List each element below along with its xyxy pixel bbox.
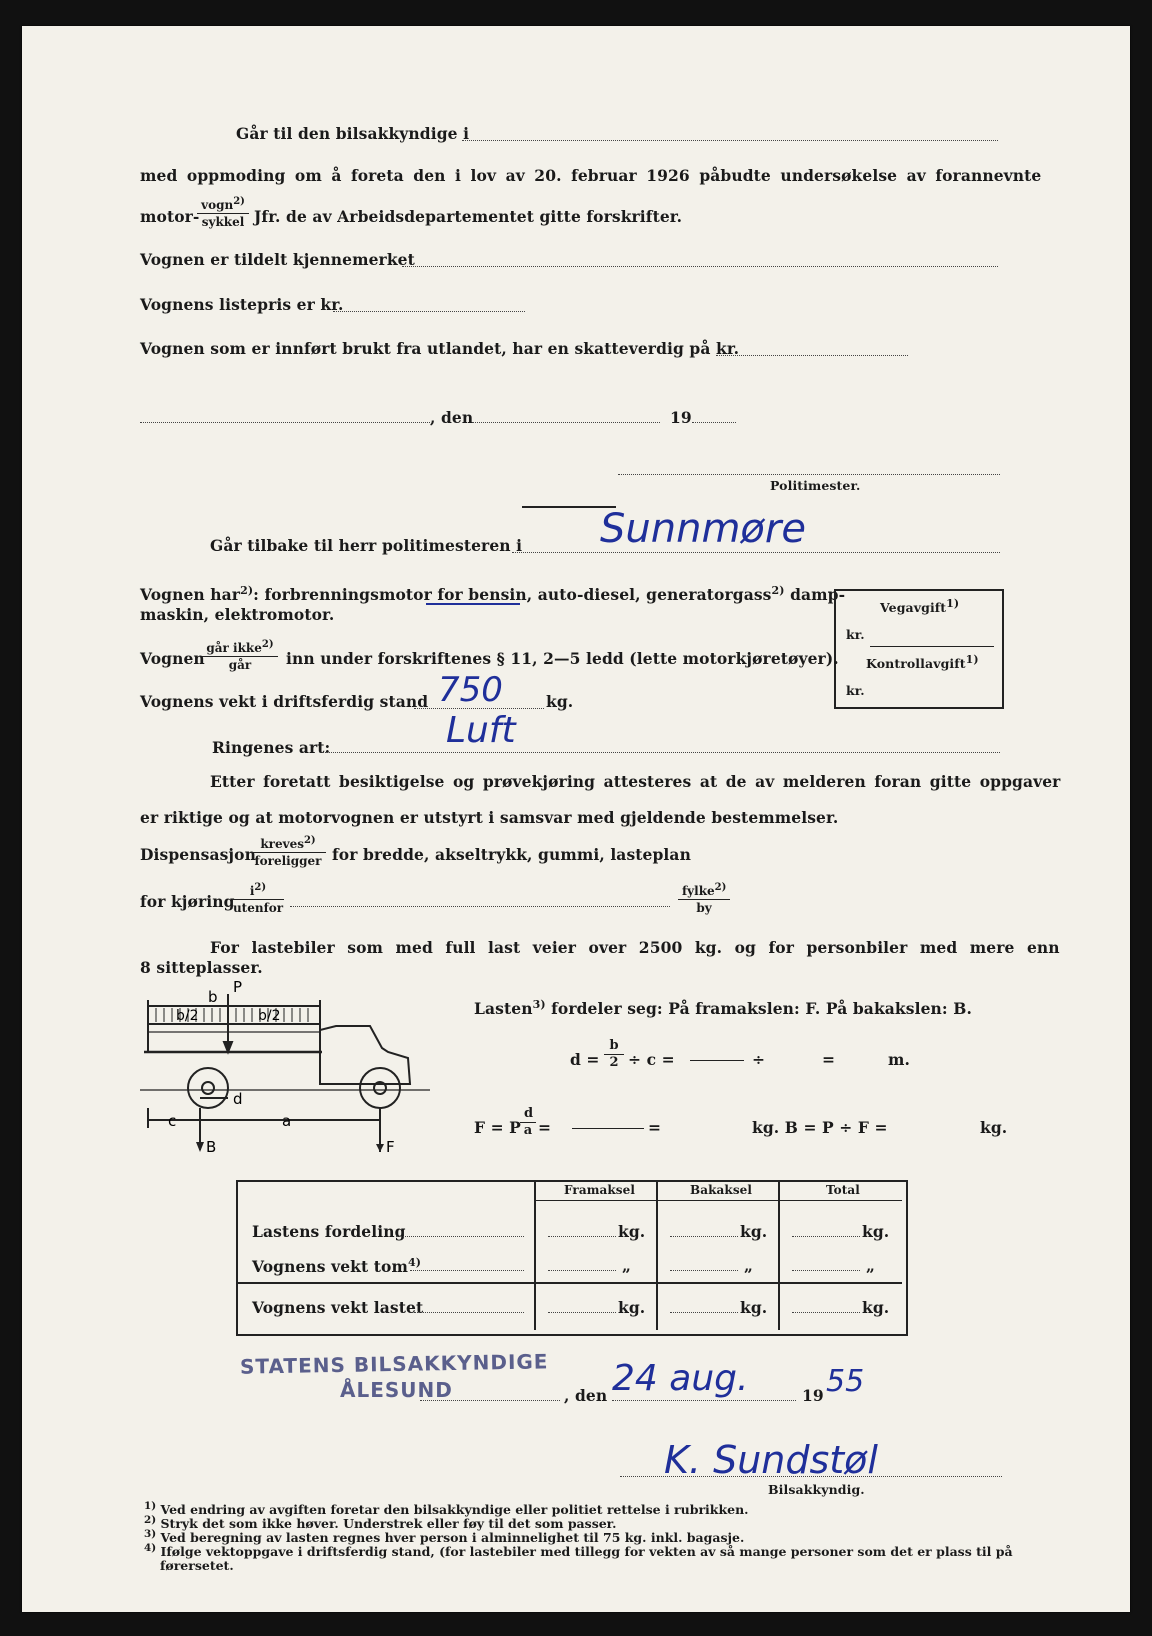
kjoring-prefix: for kjøring — [140, 892, 235, 911]
table-row-label — [252, 1256, 421, 1276]
handwritten-place: Sunnmøre — [600, 506, 806, 552]
motor-den: sykkel — [201, 215, 245, 229]
kjoring-num: i — [249, 884, 255, 898]
vognen-har-sup: 2) — [240, 584, 254, 597]
lasten-label: Lasten — [474, 999, 533, 1019]
formula-d-fraction — [604, 1038, 624, 1071]
kjoring-fraction — [232, 880, 284, 916]
handwritten-date: 24 aug. — [612, 1358, 749, 1399]
year-field[interactable] — [692, 422, 736, 423]
kjoring-den: utenfor — [232, 901, 284, 915]
footnote — [160, 1558, 234, 1573]
listepris-label: Vognens listepris er kr. — [140, 295, 344, 314]
table-header-framaksel: Framaksel — [564, 1183, 636, 1197]
vognen-har-text: : forbrenningsmotor for bensin, auto-diesel, generatorgass — [253, 585, 772, 605]
disp-suffix: for bredde, akseltrykk, gummi, lasteplan — [332, 845, 691, 864]
gar-suffix: inn under forskriftenes § 11, 2—5 ledd (lette motorkjøretøyer). — [286, 649, 839, 668]
row0-bakaksel-unit: kg. — [740, 1222, 768, 1241]
bilsakkyndige-field[interactable] — [462, 140, 998, 141]
row1-total-unit: „ — [866, 1256, 876, 1275]
kjoring-num-sup: 2) — [254, 882, 267, 893]
row0-bakaksel-field[interactable] — [670, 1236, 738, 1237]
footnote-num: 1) — [144, 1500, 157, 1512]
diagram-label-B: B — [206, 1138, 217, 1152]
row-leader-dots — [396, 1236, 524, 1237]
formula-b-unit: kg. — [980, 1118, 1008, 1137]
den-label: , den — [430, 408, 474, 427]
footnote-num: 2) — [144, 1514, 157, 1526]
motor-num-sup: 2) — [233, 196, 245, 207]
formula-f-eq2: = — [648, 1118, 662, 1137]
line1-label: Går til den bilsakkyndige i — [236, 124, 470, 143]
skatteverdi-label: Vognen som er innført brukt fra utlandet, har en skatteverdig på kr. — [140, 339, 740, 358]
formula-d-right: ÷ c = — [628, 1050, 675, 1069]
row2-framaksel-field[interactable] — [548, 1312, 616, 1313]
vegavgift-label — [880, 597, 959, 615]
gar-fraction — [202, 637, 278, 673]
vognen-har-label: Vognen har — [140, 585, 241, 605]
row2-bakaksel-field[interactable] — [670, 1312, 738, 1313]
disp-den: foreligger — [254, 854, 322, 868]
formula-f-fraction — [520, 1106, 536, 1139]
diagram-label-d: d — [233, 1090, 243, 1108]
ringenes-field[interactable] — [322, 752, 1000, 753]
kontrollavgift-sup: 1) — [965, 653, 979, 666]
formula-d-div: ÷ — [752, 1050, 766, 1069]
row1-framaksel-field[interactable] — [548, 1270, 616, 1271]
gar-den: går — [228, 658, 252, 672]
lasten-text: fordeler seg: På framakslen: F. På bakakslen: B. — [551, 999, 972, 1019]
year-prefix: 19 — [670, 408, 692, 427]
formula-d-num: b — [604, 1038, 624, 1055]
table-header-total: Total — [826, 1183, 860, 1197]
row1-bakaksel-unit: „ — [744, 1256, 754, 1275]
vekt-label: Vognens vekt i driftsferdig stand — [140, 692, 429, 711]
politimester-label: Politimester. — [770, 478, 861, 493]
kr-label-2: kr. — [846, 683, 865, 698]
row2-total-unit: kg. — [862, 1298, 890, 1317]
table-header-bakaksel: Bakaksel — [690, 1183, 753, 1197]
diagram-label-a: a — [282, 1112, 292, 1130]
handwritten-signature: K. Sundstøl — [664, 1438, 878, 1482]
den2-label: , den — [564, 1386, 608, 1405]
formula-d-den: 2 — [609, 1055, 619, 1070]
row-leader-dots — [410, 1270, 524, 1271]
disp-fraction — [250, 833, 326, 869]
politimester-signature-field[interactable] — [618, 474, 1000, 475]
lasten-line — [474, 998, 972, 1018]
diagram-label-b-half-right: b/2 — [258, 1008, 281, 1024]
gar-num: går ikke — [206, 641, 262, 655]
place2-field[interactable] — [420, 1400, 560, 1401]
row1-total-field[interactable] — [792, 1270, 860, 1271]
disp-num: kreves — [260, 837, 304, 851]
row2-framaksel-unit: kg. — [618, 1298, 646, 1317]
formula-d-blank-1[interactable] — [690, 1060, 744, 1061]
disp-num-sup: 2) — [303, 835, 316, 846]
fylke-num: fylke — [682, 884, 715, 898]
handwritten-tyres: Luft — [446, 710, 516, 751]
load-table — [236, 1180, 908, 1336]
kjennemerke-label: Vognen er tildelt kjennemerket — [140, 250, 415, 269]
vognen-har-line1 — [140, 584, 845, 604]
etter-line1: Etter foretatt besiktigelse og prøvekjøring attesteres at de av melderen foran gitte oppgaver — [210, 772, 1061, 791]
tilbake-field[interactable] — [512, 552, 1000, 553]
etter-line2: er riktige og at motorvognen er utstyrt i samsvar med gjeldende bestemmelser. — [140, 808, 839, 827]
vegavgift-line[interactable] — [870, 646, 994, 647]
vognen-har-sup2: 2) — [771, 584, 785, 597]
gar-num-sup: 2) — [261, 639, 274, 650]
vekt-unit: kg. — [546, 692, 574, 711]
row0-total-field[interactable] — [792, 1236, 860, 1237]
handwritten-year: 55 — [826, 1364, 865, 1399]
vegavgift-sup: 1) — [946, 597, 960, 610]
diagram-label-F: F — [386, 1138, 395, 1152]
diagram-label-c: c — [168, 1112, 177, 1130]
stamp-line2: ÅLESUND — [340, 1378, 453, 1402]
table-row-label: Lastens fordeling — [252, 1222, 406, 1241]
vegavgift-text: Vegavgift — [880, 600, 947, 616]
footnote — [144, 1542, 1013, 1559]
disp-prefix: Dispensasjon — [140, 845, 256, 864]
vognen-har-line2: maskin, elektromotor. — [140, 605, 335, 624]
load-distribution-diagram — [140, 980, 440, 1152]
tilbake-label: Går tilbake til herr politimesteren i — [210, 536, 523, 555]
listepris-field[interactable] — [333, 311, 525, 312]
fylke-fraction — [678, 880, 730, 916]
kontrollavgift-text: Kontrollavgift — [866, 656, 966, 672]
motor-num: vogn — [201, 198, 234, 212]
row0-total-unit: kg. — [862, 1222, 890, 1241]
formula-f-den: a — [523, 1123, 533, 1138]
table-row-label: Vognens vekt lastet — [252, 1298, 424, 1317]
fylke-den: by — [696, 901, 712, 915]
footnote-num: 4) — [144, 1542, 157, 1554]
diagram-label-b: b — [208, 988, 218, 1006]
lastebil-line1: For lastebiler som med full last veier over 2500 kg. og for personbiler med mere enn — [210, 938, 1060, 957]
gar-prefix: Vognen — [140, 649, 205, 668]
footnote-text: Stryk det som ikke høver. Understrek eller føy til det som passer. — [160, 1516, 617, 1532]
footnote-text: Ved endring av avgiften foretar den bilsakkyndige eller politiet rettelse i rubrikken. — [160, 1502, 749, 1518]
row-leader-dots — [414, 1312, 524, 1313]
arrow-F — [376, 1144, 384, 1152]
diagram-label-p: P — [233, 980, 243, 996]
row1-label-text: Vognens vekt tom — [252, 1257, 408, 1277]
row0-framaksel-field[interactable] — [548, 1236, 616, 1237]
row0-framaksel-unit: kg. — [618, 1222, 646, 1241]
kjoring-field[interactable] — [290, 906, 670, 907]
motor-prefix: motor- — [140, 207, 200, 226]
motor-suffix: Jfr. de av Arbeidsdepartementet gitte forskrifter. — [254, 207, 683, 226]
fuel-underline — [426, 603, 520, 605]
formula-f-eq: = — [538, 1118, 552, 1137]
row2-total-field[interactable] — [792, 1312, 860, 1313]
formula-f-num: d — [520, 1106, 536, 1123]
arrow-B — [196, 1142, 204, 1152]
handwritten-weight: 750 — [438, 670, 503, 710]
row2-bakaksel-unit: kg. — [740, 1298, 768, 1317]
ringenes-label: Ringenes art: — [212, 738, 331, 757]
lasten-sup: 3) — [532, 998, 546, 1011]
skatteverdi-field[interactable] — [716, 355, 908, 356]
kr-label-1: kr. — [846, 627, 865, 642]
lastebil-line2: 8 sitteplasser. — [140, 958, 263, 977]
fylke-num-sup: 2) — [714, 882, 727, 893]
date2-field[interactable] — [612, 1400, 796, 1401]
vognen-har-end: damp- — [790, 585, 846, 605]
formula-d-unit: m. — [888, 1050, 910, 1069]
stamp-line1: STATENS BILSAKKYNDIGE — [239, 1349, 549, 1379]
line2-text: med oppmoding om å foreta den i lov av 20. februar 1926 påbudte undersøkelse av forannevnte — [140, 166, 1042, 185]
motor-fraction — [197, 194, 249, 230]
footnote-text: Ifølge vektoppgave i driftsferdig stand, (for lastebiler med tillegg for vekten av så mange personer som det er plass til på — [160, 1544, 1013, 1560]
footnote-num: 3) — [144, 1528, 157, 1540]
date-field[interactable] — [472, 422, 660, 423]
place-field[interactable] — [140, 422, 430, 423]
footnote-text: førersetet. — [160, 1558, 234, 1573]
row1-framaksel-unit: „ — [622, 1256, 632, 1275]
formula-d-left: d = — [570, 1050, 600, 1069]
year2-prefix: 19 — [802, 1386, 824, 1405]
kontrollavgift-label — [866, 653, 979, 671]
row1-label-sup: 4) — [407, 1256, 422, 1269]
signature-label: Bilsakkyndig. — [768, 1482, 865, 1497]
formula-f-blank[interactable] — [572, 1128, 644, 1129]
kjennemerke-field[interactable] — [402, 266, 998, 267]
formula-f-left: F = P — [474, 1118, 521, 1137]
fee-box — [834, 589, 1004, 709]
footnote-text: Ved beregning av lasten regnes hver person i alminnelighet til 75 kg. inkl. bagasje. — [160, 1530, 745, 1546]
diagram-label-b-half-left: b/2 — [176, 1008, 199, 1024]
formula-b: kg. B = P ÷ F = — [752, 1118, 888, 1137]
row1-bakaksel-field[interactable] — [670, 1270, 738, 1271]
formula-d-eq: = — [822, 1050, 836, 1069]
